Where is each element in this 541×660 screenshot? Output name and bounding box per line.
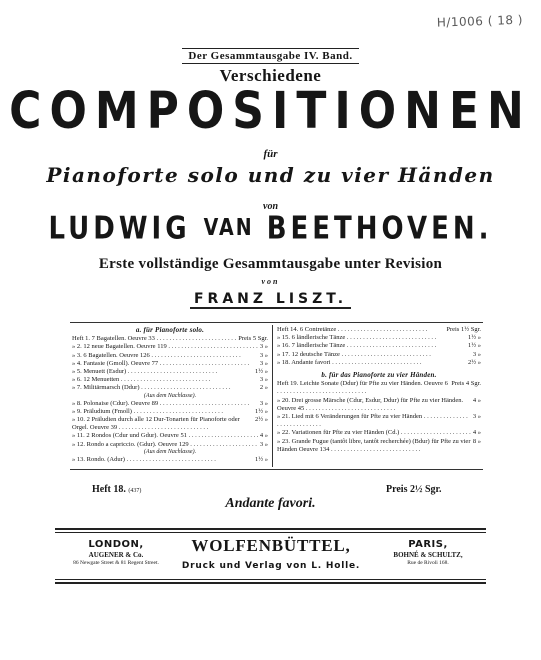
contents-row: » 4. Fantasie (Gmoll). Oeuvre 77 . . . 3 » <box>72 360 268 368</box>
by-word-small: von <box>261 277 280 286</box>
contents-row: » 2. 12 neue Bagatellen. Oeuvre 119 . . . 3 » <box>72 343 268 351</box>
contents-row: » 5. Menuett (Esdur) . . . 1½ » <box>72 368 268 376</box>
instrumentation-line: Pianoforte solo und zu vier Händen <box>46 163 495 187</box>
contents-row: » 20. Drei grosse Märsche (Cdur, Esdur, Ddur) für Pfte zu vier Händen. Oeuvre 45 . . . 4 » <box>277 397 481 413</box>
composer-particle: VAN <box>203 214 254 241</box>
by-word: von <box>263 201 278 212</box>
contents-row: Heft 14. 6 Contretänze . . . Preis 1½ Sgr. <box>277 326 481 334</box>
publisher-city-paris: PARIS, <box>408 539 448 550</box>
publisher-city-main: WOLFENBÜTTEL, <box>191 536 351 555</box>
publisher-imprint: Druck und Verlag von L. Holle. <box>181 561 361 571</box>
composer-last-name: BEETHOVEN. <box>266 211 493 247</box>
contents-row: Heft 19. Leichte Sonate (Ddur) für Pfte zu vier Händen. Oeuvre 6 . . . Preis 4 Sgr. <box>277 380 481 396</box>
contents-row: » 8. Polonaise (Cdur). Oeuvre 89 . . . 3 » <box>72 400 268 408</box>
composer-name <box>0 211 541 247</box>
publisher-london <box>61 539 171 567</box>
price-label: Preis 2½ Sgr. <box>386 484 442 495</box>
contents-row: » 3. 6 Bagatellen. Oeuvre 126 . . . 3 » <box>72 352 268 360</box>
featured-work-title: Andante favori. <box>225 496 316 511</box>
heft-label: Heft 18. <box>92 484 126 495</box>
contents-row: » 22. Variationen für Pfte zu vier Händen (Cd.) . . . 4 » <box>277 429 481 437</box>
section-heading-solo: a. für Pianoforte solo. <box>135 326 205 334</box>
reviser-name: FRANZ LISZT. <box>190 291 351 309</box>
column-divider <box>272 325 273 467</box>
contents-row: » 10. 2 Präludien durch alle 12 Dur-Tonarten für Pianoforte oder Orgel. Oeuvre 39 . . . 2½ » <box>72 416 268 432</box>
contents-note: (Aus dem Nachlasse). <box>143 448 197 455</box>
reviser-line <box>0 291 541 307</box>
contents-row: » 16. 7 ländlerische Tänze . . . 1½ » <box>277 342 481 350</box>
contents-row: » 6. 12 Menuetten . . . 3 » <box>72 376 268 384</box>
contents-row: » 21. Lied mit 6 Veränderungen für Pfte zu vier Händen . . . 3 » <box>277 413 481 429</box>
contents-row: » 18. Andante favori . . . 2½ » <box>277 359 481 367</box>
publisher-firm-paris: BOHNÉ & SCHULTZ, <box>393 551 463 559</box>
contents-row: » 13. Rondo. (Adur) . . . 1½ » <box>72 456 268 464</box>
composer-first-name: LUDWIG <box>48 211 191 247</box>
publisher-paris <box>373 539 483 567</box>
contents-row: » 7. Militärmarsch (Ddur) . . . 2 » <box>72 384 268 392</box>
section-heading-four-hands: b. für das Pianoforte zu vier Händen. <box>321 371 437 380</box>
contents-row: » 11. 2 Rondos (Cdur und Gdur). Oeuvre 51 . . . 4 » <box>72 432 268 440</box>
publisher-address-london: 86 Newgate Street & 81 Regent Street. <box>73 560 159 566</box>
contents-table <box>70 322 483 470</box>
contents-row: » 17. 12 deutsche Tänze . . . 3 » <box>277 351 481 359</box>
edition-line: Erste vollständige Gesammtausgabe unter Revision <box>98 256 443 272</box>
contents-row: Heft 1. 7 Bagatellen. Oeuvre 33 . . . Preis 5 Sgr. <box>72 335 268 343</box>
for-word: für <box>263 148 278 160</box>
contents-left-column <box>72 326 268 464</box>
handwritten-catalog-mark: H/1006 ( 18 ) <box>436 12 524 30</box>
contents-right-column <box>277 326 481 454</box>
contents-row: » 12. Rondo a capriccio. (Gdur). Oeuvre 129 . . . 3 » <box>72 441 268 449</box>
main-title: COMPOSITIONEN <box>9 82 532 141</box>
contents-row: » 23. Grande Fugue (tantôt libre, tantôt recherchée) (Bdur) für Pfte zu vier Händen Oeuvre 134 . . . 8 » <box>277 438 481 454</box>
publisher-address-paris: Rue de Rivoli 168. <box>407 560 449 566</box>
heft-number <box>92 484 141 495</box>
publisher-main <box>173 536 369 571</box>
publishers-band <box>55 528 486 584</box>
series-label: Der Gesammtausgabe IV. Band. <box>182 48 358 64</box>
contents-row: » 15. 6 ländlerische Tänze . . . 1½ » <box>277 334 481 342</box>
publisher-firm-london: AUGENER & Co. <box>88 551 144 559</box>
subtitle: Verschiedene <box>219 66 322 85</box>
series-line <box>0 46 541 64</box>
publisher-city-london: LONDON, <box>88 539 144 550</box>
contents-row: » 9. Präludium (Fmoll) . . . 1½ » <box>72 408 268 416</box>
contents-note: (Aus dem Nachlasse). <box>143 392 197 399</box>
plate-number: (437) <box>128 488 142 494</box>
